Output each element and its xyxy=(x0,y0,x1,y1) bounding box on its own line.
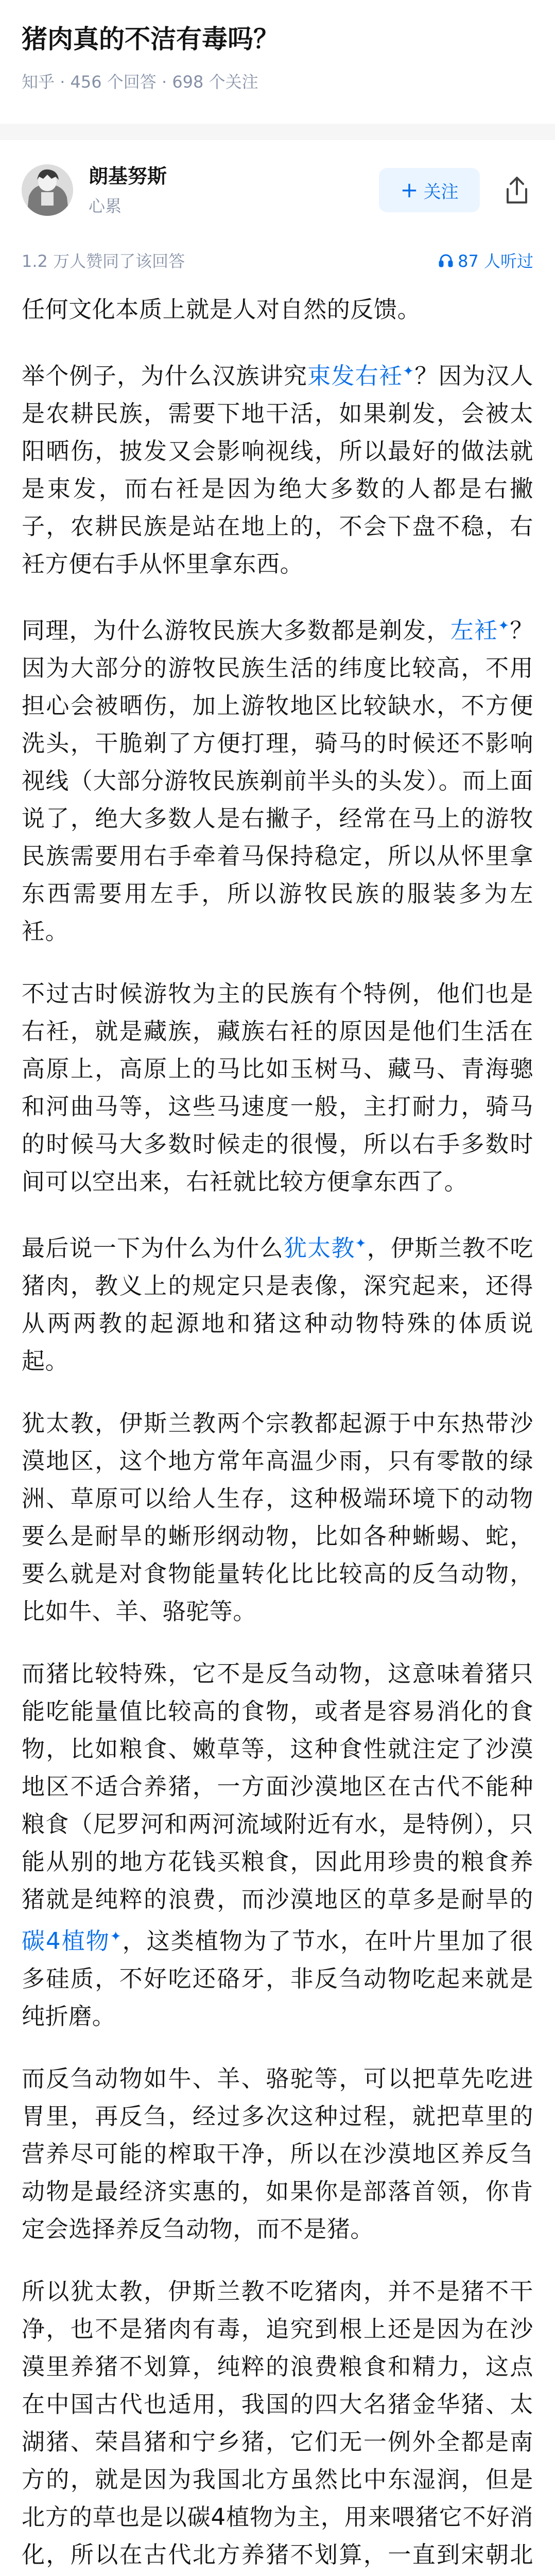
share-icon[interactable] xyxy=(500,174,533,207)
search-icon: ✦ xyxy=(355,1236,367,1251)
paragraph: 而反刍动物如牛、羊、骆驼等，可以把草先吃进胃里，再反刍，经过多次这种过程，就把草里的营养尽可能的榨取干净，所以在沙漠地区养反刍动物是最经济实惠的，如果你是部落首领，你肯定会选择养反刍动物，而不是猪。 xyxy=(22,2065,533,2243)
author-bio: 心累 xyxy=(89,196,122,216)
answer-stats xyxy=(0,248,555,272)
follow-button[interactable] xyxy=(379,168,480,212)
paragraph-text: 同理，为什么游牧民族大多数都是剃发， xyxy=(22,617,450,644)
answer-count[interactable]: · 456 个回答 xyxy=(55,72,157,92)
keyword-link[interactable] xyxy=(284,1234,367,1262)
search-icon: ✦ xyxy=(110,1929,122,1944)
keyword-link-text: 左衽 xyxy=(450,617,498,644)
author-info xyxy=(89,163,379,217)
keyword-link-text: 束发右衽 xyxy=(307,362,403,389)
paragraph-text: 最后说一下为什么为什么 xyxy=(22,1234,284,1262)
paragraph-text: ？因为汉人是农耕民族，需要下地干活，如果剃发，会被太阳晒伤，披发又会影响视线，所以最好的做法就是束发，而右衽是因为绝大多数的人都是右撇子，农耕民族是站在地上的，不会下盘不稳，右衽方便右手从怀里拿东西。 xyxy=(22,362,534,578)
listen-button[interactable] xyxy=(438,248,533,272)
question-header xyxy=(0,0,555,93)
keyword-link[interactable] xyxy=(450,617,510,644)
paragraph-text: ，这类植物为了节水，在叶片里加了很多硅质，不好吃还硌牙，非反刍动物吃起来就是纯折磨。 xyxy=(22,1927,534,2030)
question-title[interactable]: 猪肉真的不洁有毒吗？ xyxy=(22,24,279,54)
paragraph-text: 举个例子，为什么汉族讲究 xyxy=(22,362,308,389)
search-icon: ✦ xyxy=(403,364,414,379)
search-icon: ✦ xyxy=(498,618,510,634)
paragraph: 不过古时候游牧为主的民族有个特例，他们也是右衽，就是藏族，藏族右衽的原因是他们生活在高原上，高原上的马比如玉树马、藏马、青海骢和河曲马等，这些马速度一般，主打耐力，骑马的时候马大多数时候走的很慢，所以右手多数时间可以空出来，右衽就比较方便拿东西了。 xyxy=(22,980,533,1195)
paragraph-text: 而猪比较特殊，它不是反刍动物，这意味着猪只能吃能量值比较高的食物，或者是容易消化的食物，比如粮食、嫩草等，这种食性就注定了沙漠地区不适合养猪，一方面沙漠地区在古代不能种粮食（尼罗河和两河流域附近有水，是特例），只能从别的地方花钱买粮食，因此用珍贵的粮食养猪就是纯粹的浪费，而沙漠地区的草多是耐旱的 xyxy=(22,1660,533,1913)
headphones-icon xyxy=(438,252,454,268)
answer-content xyxy=(0,291,555,2576)
follow-label: 关注 xyxy=(423,181,459,202)
paragraph xyxy=(22,1655,533,2035)
site-name[interactable]: 知乎 xyxy=(22,72,55,92)
section-divider xyxy=(0,124,555,140)
keyword-link[interactable] xyxy=(307,362,414,389)
paragraph xyxy=(22,353,533,583)
keyword-link-text: 犹太教 xyxy=(283,1234,355,1262)
keyword-link[interactable] xyxy=(22,1927,122,1955)
paragraph-text: ，伊斯兰教不吃猪肉，教义上的规定只是表像，深究起来，还得从两两教的起源地和猪这种动物特殊的体质说起。 xyxy=(22,1234,534,1375)
paragraph: 所以犹太教，伊斯兰教不吃猪肉，并不是猪不干净，也不是猪肉有毒，追究到根上还是因为在沙漠里养猪不划算，纯粹的浪费粮食和精力，这点在中国古代也适用，我国的四大名猪金华猪、太湖猪、荣昌猪和宁乡猪，它们无一例外全都是南方的，就是因为我国北方虽然比中东湿润，但是北方的草也是以碳4植物为主，用来喂猪它不好消化，所以在古代北方养猪不划算，一直到宋朝北 xyxy=(22,2278,533,2568)
paragraph-text: ？因为大部分的游牧民族生活的纬度比较高，不用担心会被晒伤，加上游牧地区比较缺水，不方便洗头，干脆剃了方便打理，骑马的时候还不影响视线（大部分游牧民族剃前半头的头发）。而上面说了，绝大多数人是右撇子，经常在马上的游牧民族需要用右手牵着马保持稳定，所以从怀里拿东西需要用左手，所以游牧民族的服装多为左衽。 xyxy=(22,617,534,945)
keyword-link-text: 碳4植物 xyxy=(22,1927,110,1955)
listen-count: 87 人听过 xyxy=(458,251,533,271)
paragraph xyxy=(22,607,533,950)
paragraph xyxy=(22,1225,533,1380)
upvote-count: 1.2 万人赞同了该回答 xyxy=(22,251,185,271)
author-name[interactable]: 朗基努斯 xyxy=(89,165,167,188)
question-meta xyxy=(22,69,533,93)
avatar[interactable] xyxy=(22,164,73,216)
author-bar xyxy=(0,140,555,221)
follower-count: · 698 个关注 xyxy=(157,72,258,92)
paragraph: 任何文化本质上就是人对自然的反馈。 xyxy=(22,296,421,323)
paragraph: 犹太教，伊斯兰教两个宗教都起源于中东热带沙漠地区，这个地方常年高温少雨，只有零散的绿洲、草原可以给人生存，这种极端环境下的动物要么是耐旱的蜥形纲动物，比如各种蜥蜴、蛇，要么就是对食物能量转化比比较高的反刍动物，比如牛、羊、骆驼等。 xyxy=(22,1410,533,1625)
plus-icon: + xyxy=(400,177,419,202)
